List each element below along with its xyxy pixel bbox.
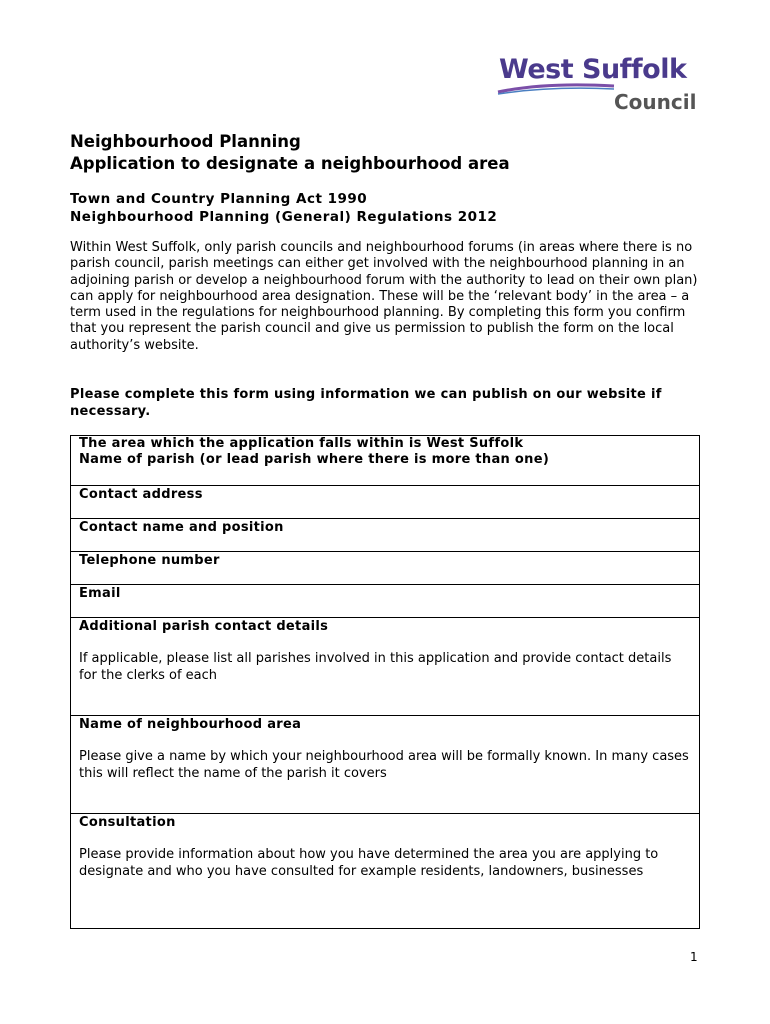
area-name-label: Name of neighbourhood area <box>79 717 302 732</box>
contact-field[interactable] <box>71 519 700 552</box>
contact-label: Contact name and position <box>79 520 284 535</box>
intro-paragraph: Within West Suffolk, only parish councils and neighbourhood forums (in areas where there is no parish council, parish meetings can either get involved with the neighbourhood planning in an adjoining parish or develop a neighbourhood forum with the authority to lead on their own plan) can apply for neighbourhood area designation. These will be the ‘relevant body’ in the area – a term used in the regulations for neighbourhood planning. By completing this form you confirm that you represent the parish council and give us permission to publish the form on the local authority’s website. <box>70 240 698 353</box>
additional-field[interactable] <box>71 618 700 716</box>
contact-row <box>71 519 700 552</box>
phone-field[interactable] <box>71 552 700 585</box>
page-number: 1 <box>690 950 698 964</box>
regulations-line: Neighbourhood Planning (General) Regulations 2012 <box>70 209 498 225</box>
application-form-table <box>70 435 700 929</box>
area-name-field[interactable] <box>71 716 700 814</box>
consultation-help: Please provide information about how you have determined the area you are applying to designate and who you have consulted for example residents, landowners, businesses <box>79 847 659 879</box>
parish-field[interactable] <box>71 436 700 486</box>
email-label: Email <box>79 586 121 601</box>
consultation-field[interactable] <box>71 814 700 929</box>
email-row <box>71 585 700 618</box>
additional-row <box>71 618 700 716</box>
act-line: Town and Country Planning Act 1990 <box>70 191 368 207</box>
parish-label: Name of parish (or lead parish where there is more than one) <box>79 452 550 468</box>
area-name-help: Please give a name by which your neighbourhood area will be formally known. In many cases this will reflect the name of the parish it covers <box>79 749 689 781</box>
title-line-1: Neighbourhood Planning <box>70 132 301 151</box>
area-name-row <box>71 716 700 814</box>
address-row <box>71 486 700 519</box>
consultation-row <box>71 814 700 929</box>
additional-help: If applicable, please list all parishes involved in this application and provide contact details for the clerks of each <box>79 651 672 683</box>
logo-line-2: Council <box>614 90 697 114</box>
council-logo <box>496 54 706 120</box>
logo-line-1: West Suffolk <box>499 54 687 85</box>
parish-row <box>71 436 700 486</box>
address-field[interactable] <box>71 486 700 519</box>
logo-swoosh-icon <box>496 80 616 96</box>
consultation-label: Consultation <box>79 815 176 830</box>
phone-row <box>71 552 700 585</box>
area-statement: The area which the application falls within is West Suffolk <box>79 436 524 451</box>
address-label: Contact address <box>79 487 203 502</box>
legislation-heading <box>70 190 497 226</box>
instruction-paragraph: Please complete this form using information we can publish on our website if necessary. <box>70 387 662 419</box>
email-field[interactable] <box>71 585 700 618</box>
title-line-2: Application to designate a neighbourhood area <box>70 154 510 173</box>
page-title <box>70 131 510 175</box>
phone-label: Telephone number <box>79 553 220 568</box>
additional-label: Additional parish contact details <box>79 619 329 634</box>
